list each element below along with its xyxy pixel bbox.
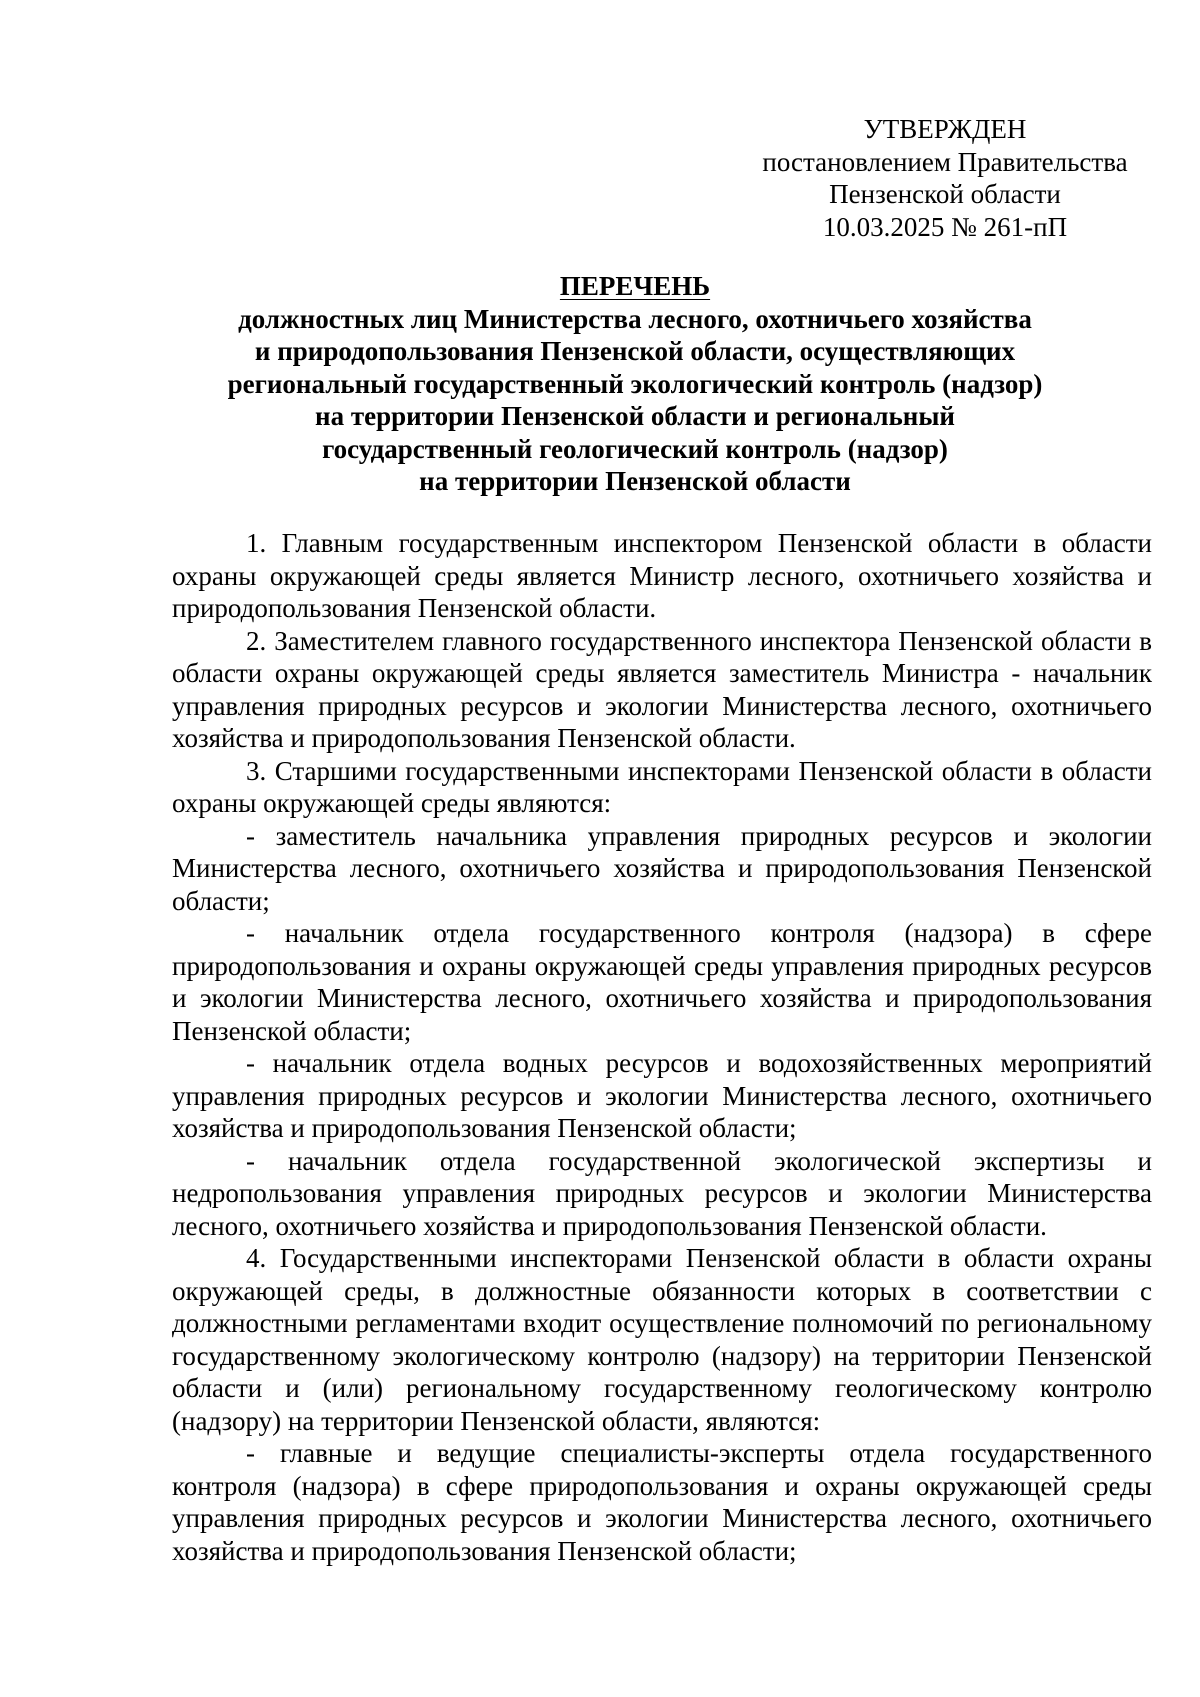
list-item: - начальник отдела водных ресурсов и водохозяйственных мероприятий управления природных ресурсов и экологии Министерства лесного, охотничьего хозяйства и природопользования Пензенской области; — [172, 1048, 1152, 1143]
title-line: на территории Пензенской области — [419, 466, 851, 496]
title-line: на территории Пензенской области и региональный — [315, 401, 955, 431]
approval-date-number: 10.03.2025 № 261-пП — [822, 211, 1068, 242]
list-item: - главные и ведущие специалисты-эксперты отдела государственного контроля (надзора) в сфере природопользования и охраны окружающей среды управления природных ресурсов и экологии Министерства лесного, охотничьего хозяйства и природопользования Пензенской области; — [172, 1438, 1152, 1566]
paragraph-item-3: 3. Старшими государственными инспекторами Пензенской области в области охраны окружающей среды являются: — [172, 755, 1152, 818]
approval-status: УТВЕРЖДЕН — [863, 114, 1027, 144]
document-title — [175, 270, 1095, 498]
approval-authority: постановлением Правительства — [762, 146, 1128, 177]
document-body — [172, 527, 1152, 1567]
approval-region: Пензенской области — [829, 179, 1061, 209]
paragraph-item-2: 2. Заместителем главного государственного инспектора Пензенской области в области охраны окружающей среды является заместитель Министра - начальник управления природных ресурсов и экологии Министерства лесного, охотничьего хозяйства и природопользования Пензенской области. — [172, 625, 1152, 753]
title-line: должностных лиц Министерства лесного, охотничьего хозяйства — [238, 303, 1032, 334]
title-line: и природопользования Пензенской области, осуществляющих — [254, 336, 1016, 366]
list-item: - заместитель начальника управления природных ресурсов и экологии Министерства лесного, охотничьего хозяйства и природопользования Пензенской области; — [172, 820, 1152, 916]
title-line: региональный государственный экологический контроль (надзор) — [227, 368, 1043, 399]
approval-stamp — [745, 113, 1145, 243]
list-item: - начальник отдела государственной экологической экспертизы и недропользования управления природных ресурсов и экологии Министерства лесного, охотничьего хозяйства и природопользования Пензенской области. — [172, 1145, 1152, 1241]
title-line: государственный геологический контроль (надзор) — [322, 433, 948, 464]
paragraph-item-1: 1. Главным государственным инспектором Пензенской области в области охраны окружающей среды является Министр лесного, охотничьего хозяйства и природопользования Пензенской области. — [172, 528, 1152, 623]
list-item: - начальник отдела государственного контроля (надзора) в сфере природопользования и охраны окружающей среды управления природных ресурсов и экологии Министерства лесного, охотничьего хозяйства и природопользования Пензенской области; — [172, 918, 1152, 1046]
paragraph-item-4: 4. Государственными инспекторами Пензенской области в области охраны окружающей среды, в должностные обязанности которых в соответствии с должностными регламентами входит осуществление полномочий по региональному государственному экологическому контролю (надзору) на территории Пензенской области и (или) региональному государственному геологическому контролю (надзору) на территории Пензенской области, являются: — [172, 1243, 1152, 1436]
title-heading: ПЕРЕЧЕНЬ — [559, 271, 711, 301]
